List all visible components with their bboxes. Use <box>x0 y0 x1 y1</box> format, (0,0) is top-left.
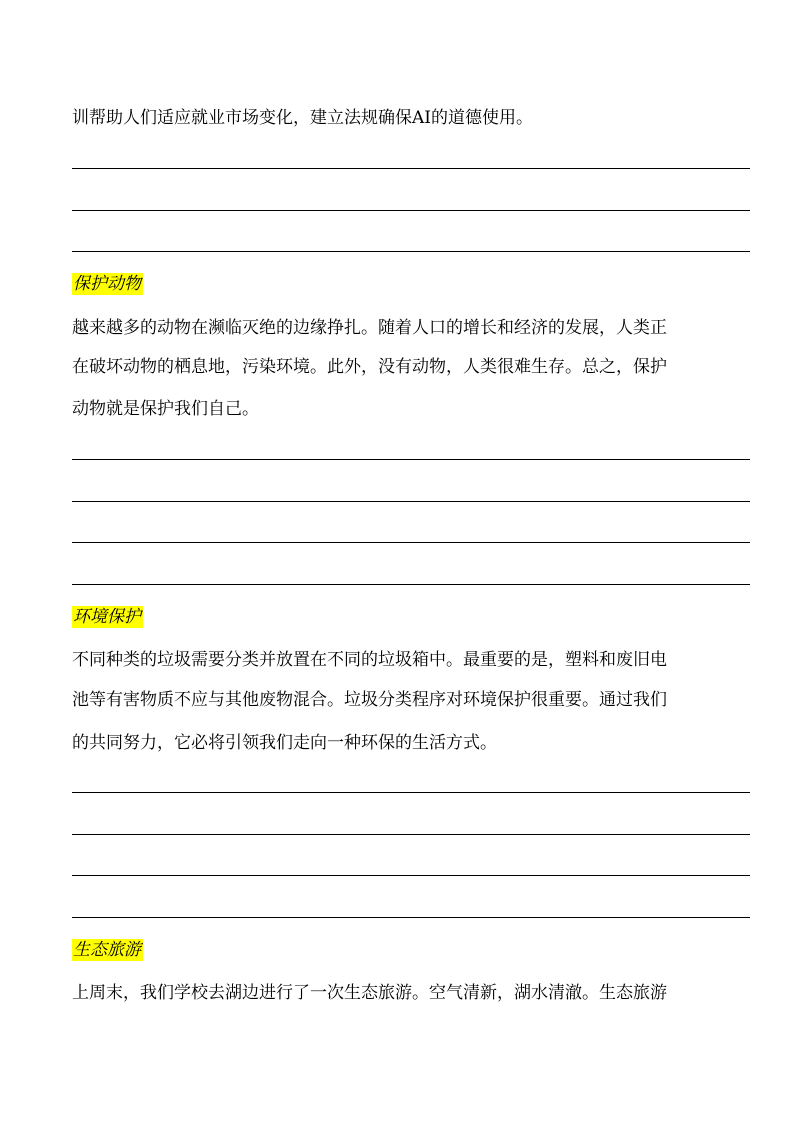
paragraph-line: 动物就是保护我们自己。 <box>72 399 259 419</box>
writing-line <box>72 584 750 585</box>
paragraph-line: 池等有害物质不应与其他废物混合。垃圾分类程序对环境保护很重要。通过我们 <box>72 690 667 710</box>
writing-line <box>72 210 750 211</box>
writing-line <box>72 875 750 876</box>
writing-line <box>72 542 750 543</box>
writing-line <box>72 459 750 460</box>
intro-text-line: 训帮助人们适应就业市场变化，建立法规确保AI的道德使用。 <box>72 108 533 128</box>
section-heading-animal-protection: 保护动物 <box>73 274 141 294</box>
paragraph-line: 的共同努力，它必将引领我们走向一种环保的生活方式。 <box>72 733 497 753</box>
section-heading-environmental-protection: 环境保护 <box>73 607 141 627</box>
writing-line <box>72 917 750 918</box>
section-heading-eco-tourism: 生态旅游 <box>73 940 141 960</box>
writing-line <box>72 501 750 502</box>
writing-line <box>72 168 750 169</box>
paragraph-line: 在破坏动物的栖息地，污染环境。此外，没有动物，人类很难生存。总之，保护 <box>72 357 667 377</box>
paragraph-line: 上周末，我们学校去湖边进行了一次生态旅游。空气清新，湖水清澈。生态旅游 <box>72 983 667 1003</box>
writing-line <box>72 834 750 835</box>
writing-line <box>72 251 750 252</box>
writing-line <box>72 792 750 793</box>
paragraph-line: 不同种类的垃圾需要分类并放置在不同的垃圾箱中。最重要的是，塑料和废旧电 <box>72 650 667 670</box>
paragraph-line: 越来越多的动物在濒临灭绝的边缘挣扎。随着人口的增长和经济的发展，人类正 <box>72 318 667 338</box>
